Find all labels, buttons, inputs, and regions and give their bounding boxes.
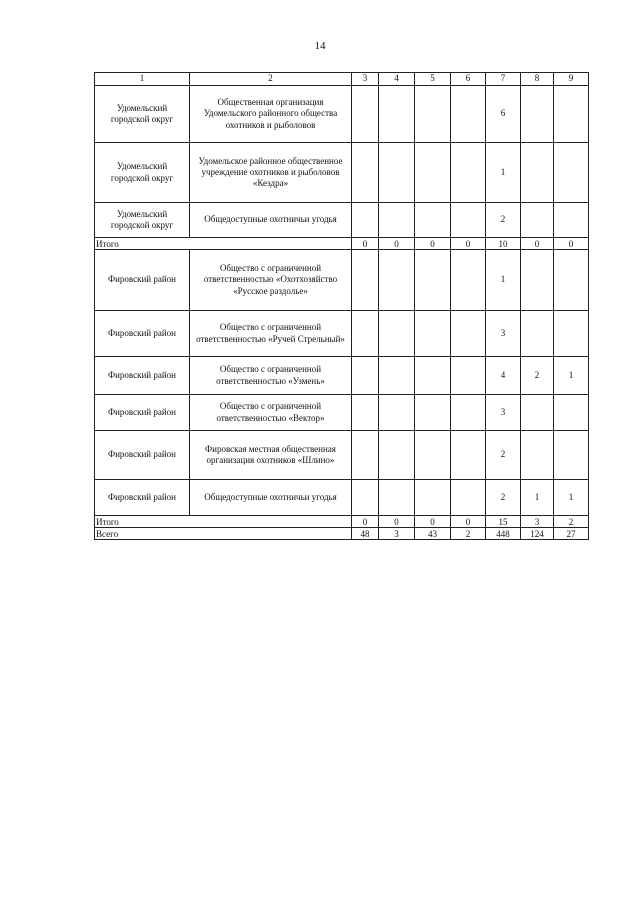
value-cell — [379, 431, 415, 480]
value-cell — [415, 431, 451, 480]
value-cell: 2 — [521, 357, 554, 395]
column-header: 9 — [554, 73, 589, 86]
organization-cell: Общество с ограниченной ответственностью «Охотхозяйство «Русское раздолье» — [190, 250, 352, 311]
total-cell: 15 — [486, 516, 521, 528]
total-cell: 0 — [415, 516, 451, 528]
total-cell: 2 — [554, 516, 589, 528]
subtotal-label: Итого — [95, 238, 352, 250]
column-number-row — [95, 73, 589, 86]
column-header: 7 — [486, 73, 521, 86]
total-cell: 3 — [379, 528, 415, 540]
column-header: 4 — [379, 73, 415, 86]
organization-cell: Удомельское районное общественное учреждение охотников и рыболовов «Кездра» — [190, 143, 352, 203]
grand-total-label: Всего — [95, 528, 352, 540]
value-cell — [379, 311, 415, 357]
value-cell — [521, 395, 554, 431]
organization-cell: Общедоступные охотничьи угодья — [190, 480, 352, 516]
value-cell — [379, 395, 415, 431]
value-cell: 3 — [486, 311, 521, 357]
value-cell: 6 — [486, 86, 521, 143]
organization-cell: Фировская местная общественная организация охотников «Шлино» — [190, 431, 352, 480]
total-cell: 0 — [352, 238, 379, 250]
value-cell — [521, 431, 554, 480]
value-cell — [415, 250, 451, 311]
total-cell: 448 — [486, 528, 521, 540]
district-cell: Фировский район — [95, 250, 190, 311]
subtotal-row — [95, 238, 589, 250]
district-cell: Фировский район — [95, 311, 190, 357]
organization-cell: Общество с ограниченной ответственностью «Ручей Стрельный» — [190, 311, 352, 357]
value-cell — [379, 143, 415, 203]
organization-cell: Общедоступные охотничьи угодья — [190, 203, 352, 238]
value-cell — [554, 203, 589, 238]
value-cell — [451, 143, 486, 203]
value-cell: 1 — [554, 480, 589, 516]
value-cell: 1 — [521, 480, 554, 516]
total-cell: 27 — [554, 528, 589, 540]
value-cell: 1 — [486, 143, 521, 203]
table-row — [95, 143, 589, 203]
table-row — [95, 480, 589, 516]
value-cell: 2 — [486, 480, 521, 516]
value-cell — [415, 311, 451, 357]
value-cell — [451, 311, 486, 357]
total-cell: 124 — [521, 528, 554, 540]
value-cell — [451, 395, 486, 431]
column-header: 6 — [451, 73, 486, 86]
value-cell — [379, 86, 415, 143]
value-cell: 4 — [486, 357, 521, 395]
value-cell — [379, 357, 415, 395]
value-cell — [352, 395, 379, 431]
page-number: 14 — [314, 40, 326, 52]
district-cell: Удомельский городской округ — [95, 143, 190, 203]
value-cell — [352, 311, 379, 357]
value-cell — [451, 250, 486, 311]
total-cell: 48 — [352, 528, 379, 540]
total-cell: 0 — [521, 238, 554, 250]
value-cell — [415, 395, 451, 431]
value-cell — [415, 203, 451, 238]
grand-total-row — [95, 528, 589, 540]
value-cell — [352, 203, 379, 238]
column-header: 8 — [521, 73, 554, 86]
organization-cell: Общество с ограниченной ответственностью «Узмень» — [190, 357, 352, 395]
value-cell — [451, 357, 486, 395]
value-cell — [352, 431, 379, 480]
value-cell — [415, 480, 451, 516]
total-cell: 2 — [451, 528, 486, 540]
value-cell — [554, 395, 589, 431]
value-cell — [451, 86, 486, 143]
total-cell: 0 — [451, 516, 486, 528]
value-cell — [451, 480, 486, 516]
value-cell — [352, 357, 379, 395]
value-cell — [379, 250, 415, 311]
value-cell: 2 — [486, 431, 521, 480]
value-cell — [415, 86, 451, 143]
table-row — [95, 86, 589, 143]
district-cell: Удомельский городской округ — [95, 203, 190, 238]
value-cell: 2 — [486, 203, 521, 238]
subtotal-label: Итого — [95, 516, 352, 528]
column-header: 5 — [415, 73, 451, 86]
value-cell — [521, 250, 554, 311]
total-cell: 0 — [554, 238, 589, 250]
total-cell: 0 — [415, 238, 451, 250]
value-cell — [352, 250, 379, 311]
total-cell: 0 — [379, 516, 415, 528]
district-cell: Удомельский городской округ — [95, 86, 190, 143]
column-header: 1 — [95, 73, 190, 86]
value-cell — [379, 480, 415, 516]
value-cell — [554, 250, 589, 311]
column-header: 3 — [352, 73, 379, 86]
value-cell — [415, 357, 451, 395]
value-cell — [451, 203, 486, 238]
table-row — [95, 357, 589, 395]
value-cell: 1 — [486, 250, 521, 311]
column-header: 2 — [190, 73, 352, 86]
district-cell: Фировский район — [95, 357, 190, 395]
organization-cell: Общество с ограниченной ответственностью «Вектор» — [190, 395, 352, 431]
value-cell — [554, 86, 589, 143]
value-cell — [521, 143, 554, 203]
value-cell — [415, 143, 451, 203]
district-cell: Фировский район — [95, 395, 190, 431]
table-row — [95, 311, 589, 357]
value-cell — [521, 311, 554, 357]
value-cell — [521, 203, 554, 238]
table-row — [95, 250, 589, 311]
value-cell — [554, 311, 589, 357]
value-cell: 3 — [486, 395, 521, 431]
value-cell — [352, 86, 379, 143]
value-cell: 1 — [554, 357, 589, 395]
hunting-grounds-table — [94, 72, 589, 540]
total-cell: 43 — [415, 528, 451, 540]
total-cell: 0 — [451, 238, 486, 250]
table-row — [95, 203, 589, 238]
value-cell — [554, 143, 589, 203]
total-cell: 0 — [352, 516, 379, 528]
table-row — [95, 431, 589, 480]
value-cell — [352, 480, 379, 516]
value-cell — [521, 86, 554, 143]
value-cell — [451, 431, 486, 480]
total-cell: 0 — [379, 238, 415, 250]
district-cell: Фировский район — [95, 480, 190, 516]
subtotal-row — [95, 516, 589, 528]
value-cell — [554, 431, 589, 480]
table-row — [95, 395, 589, 431]
total-cell: 10 — [486, 238, 521, 250]
district-cell: Фировский район — [95, 431, 190, 480]
organization-cell: Общественная организация Удомельского районного общества охотников и рыболовов — [190, 86, 352, 143]
value-cell — [379, 203, 415, 238]
value-cell — [352, 143, 379, 203]
total-cell: 3 — [521, 516, 554, 528]
